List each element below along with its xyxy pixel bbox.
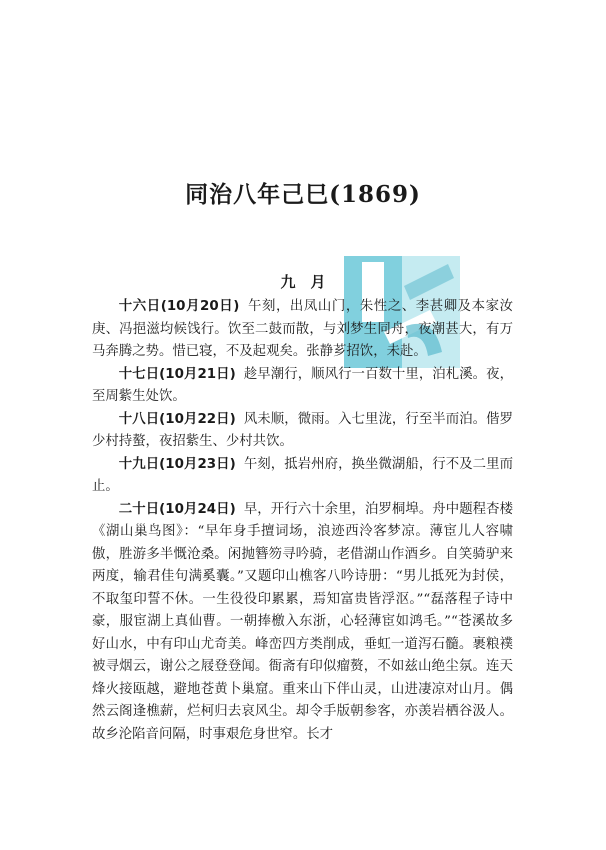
entry-date: 十七日(10月21日): [118, 366, 236, 382]
entry-date: 二十日(10月24日): [118, 501, 236, 517]
entry-date: 十八日(10月22日): [118, 411, 236, 427]
entry-text: 风未顺，微雨。入七里泷，行至半而泊。偕罗少村持螯，夜招紫生、少村共饮。: [92, 411, 513, 449]
entry-text: 趁早潮行，顺风行一百数十里，泊札溪。夜，至周紫生处饮。: [92, 366, 513, 404]
diary-entry: [92, 454, 513, 499]
diary-entry: [92, 499, 513, 747]
diary-entry: [92, 409, 513, 454]
diary-entry: [92, 296, 513, 364]
entry-date: 十六日(10月20日): [118, 299, 240, 314]
entry-text: 午刻，出凤山门，朱性之、李甚卿及本家汝庚、冯挹滋均候饯行。饮至二鼓而散，与刘梦生同舟，夜潮甚大，有万马奔腾之势。惜已寝，不及起观矣。张静芗招饮，未赴。: [92, 299, 513, 359]
diary-body: [92, 296, 513, 746]
entry-text: 午刻，抵岩州府，换坐微湖船，行不及二里而止。: [92, 456, 513, 494]
month-heading: 九 月: [280, 273, 326, 291]
diary-entry: [92, 364, 513, 409]
entry-date: 十九日(10月23日): [118, 456, 236, 472]
entry-text: 早，开行六十余里，泊罗桐埠。舟中题程杏楼《湖山巢鸟图》：“早年身手擅词场，浪迹西泠客梦凉。薄宦儿人容啸傲，胜游多半慨沧桑。闲抛簪笏寻吟骑，老借湖山作酒乡。自笑骑驴来两度，输君佳句满奚囊。”又题印山樵客八吟诗册：“男儿抵死为封侯，不取玺印誓不休。一生役役印累累，焉知富贵皆浮沤。”“磊落程子诗中豪，服宦湖上真仙曹。一朝捧檄入东浙，心轻薄宦如鸿毛。”“苍溪故多好山水，中有印山尤奇美。峰峦四方类削成，垂虹一道泻石髓。裹粮襆被寻烟云，谢公之屐登登闻。衙斋有印似瘤赘，不如兹山绝尘氛。连天烽火接瓯越，避地苍黄卜巢窟。重来山下伴山灵，山进凄凉对山月。偶然云阁逢樵薪，烂柯归去哀风尘。却令手版朝参客，亦羡岩栖谷汲人。故乡沦陷音问隔，时事艰危身世窄。长才: [92, 501, 513, 742]
page-title: 同治八年己巳(1869): [185, 181, 421, 208]
